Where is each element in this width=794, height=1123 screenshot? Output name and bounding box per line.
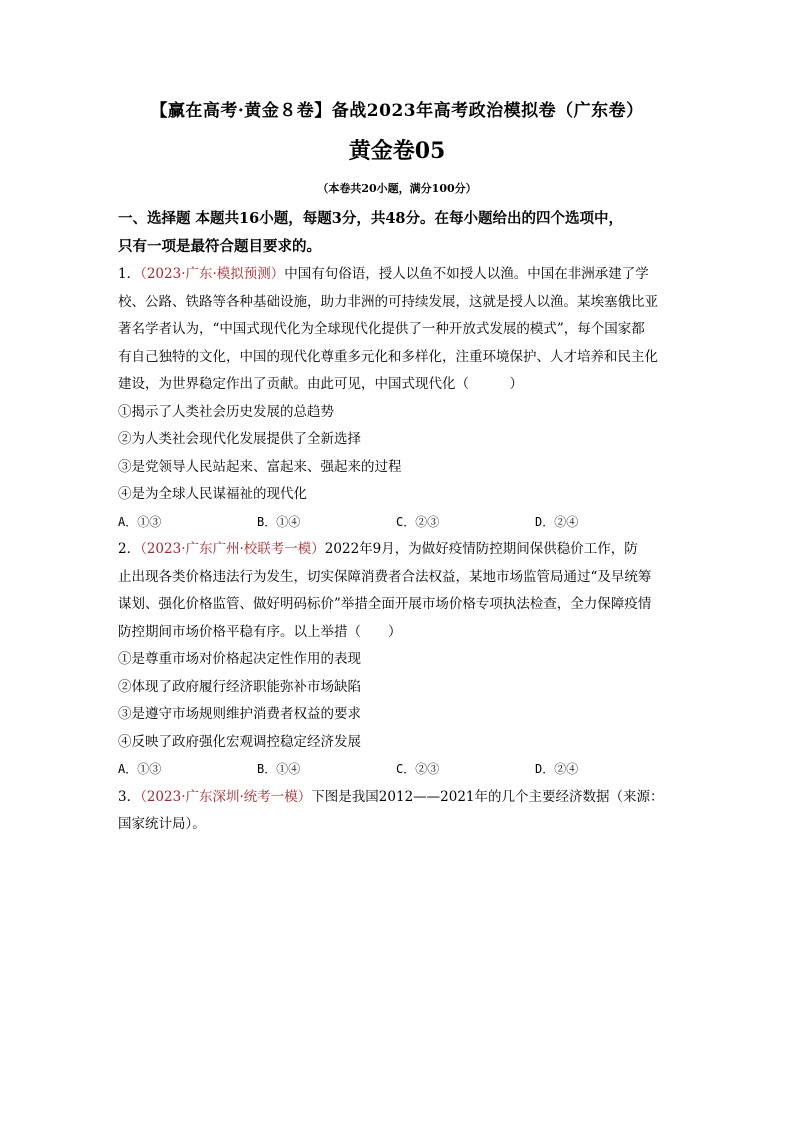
question-2-number: 2．: [118, 541, 141, 557]
question-2-line-1: [118, 536, 680, 564]
question-1-line-1: [118, 261, 680, 289]
question-1-options: [118, 509, 680, 537]
question-2-item-4: ④反映了政府强化宏观调控稳定经济发展: [118, 733, 361, 750]
question-2-option-b[interactable]: B．①④: [257, 762, 301, 776]
exam-subtitle: 黄金卷05: [348, 138, 446, 164]
question-2: [118, 536, 680, 784]
section-heading-line-1: 一、选择题 本题共16小题，每题3分，共48分。在每小题给出的四个选项中，: [118, 210, 623, 227]
question-2-option-a[interactable]: A．①③: [118, 762, 162, 776]
question-1-number: 1．: [118, 266, 141, 282]
question-1-option-b[interactable]: B．①④: [257, 514, 301, 529]
question-2-line-4: 防控期间市场价格平稳有序。以上举措（ ）: [118, 623, 402, 640]
question-2-item-1: ①是尊重市场对价格起决定性作用的表现: [118, 651, 361, 667]
question-3-number: 3．: [118, 788, 141, 805]
question-1-item-3: ③是党领导人民站起来、富起来、强起来的过程: [118, 458, 402, 475]
question-1-line-4: 有自己独特的文化，中国的现代化尊重多元化和多样化，注重环境保护、人才培养和民主化: [118, 348, 658, 365]
question-1: [118, 261, 680, 536]
question-1-item-4: ④是为全球人民谋福祉的现代化: [118, 486, 307, 502]
question-1-option-a[interactable]: A．①③: [118, 514, 162, 529]
question-1-line-3: 著名学者认为，“中国式现代化为全球现代化提供了一种开放式发展的模式”，每个国家都: [118, 321, 645, 337]
question-2-option-d[interactable]: D．②④: [535, 762, 579, 776]
question-1-text: 中国有句俗语，授人以鱼不如授人以渔。中国在非洲承建了学: [284, 266, 649, 282]
question-2-source-tag: （2023·广东广州·校联考一模）: [140, 541, 325, 557]
question-2-line-3: 谋划、强化价格监管、做好明码标价”举措全面开展市场价格专项执法检查，全力保障疫情: [118, 596, 652, 612]
question-1-option-d[interactable]: D．②④: [535, 514, 579, 529]
question-1-line-5: 建设，为世界稳定作出了贡献。由此可见，中国式现代化（ ）: [118, 376, 523, 392]
question-1-item-1: ①揭示了人类社会历史发展的总趋势: [118, 403, 334, 420]
question-1-source-tag: （2023·广东·模拟预测）: [140, 266, 285, 282]
question-2-option-c[interactable]: C．②③: [396, 762, 440, 776]
exam-title: 【赢在高考·黄金８卷】备战2023年高考政治模拟卷（广东卷）: [150, 101, 644, 121]
question-3-source-tag: （2023·广东深圳·统考一模）: [140, 788, 312, 805]
question-3-line-1: [118, 784, 680, 812]
question-2-item-2: ②体现了政府履行经济职能弥补市场缺陷: [118, 678, 361, 695]
question-2-item-3: ③是遵守市场规则维护消费者权益的要求: [118, 706, 361, 722]
question-3-line-2: 国家统计局）。: [118, 816, 206, 832]
question-3-text: 下图是我国2012——2021年的几个主要经济数据（来源：: [311, 788, 664, 805]
question-2-options: [118, 756, 680, 784]
question-3: [118, 784, 680, 839]
question-1-option-c[interactable]: C．②③: [396, 514, 440, 529]
section-heading-line-2: 只有一项是最符合题目要求的。: [118, 238, 321, 255]
question-1-item-2: ②为人类社会现代化发展提供了全新选择: [118, 431, 361, 447]
question-1-line-2: 校、公路、铁路等各种基础设施，助力非洲的可持续发展，这就是授人以渔。某埃塞俄比亚: [118, 293, 658, 310]
question-2-text: 2022年9月，为做好疫情防控期间保供稳价工作，防: [324, 541, 638, 557]
exam-body: [118, 205, 680, 839]
exam-note: （本卷共20小题，满分100分）: [317, 182, 477, 195]
question-2-line-2: 止出现各类价格违法行为发生，切实保障消费者合法权益，某地市场监管局通过“及早统筹: [118, 568, 652, 585]
